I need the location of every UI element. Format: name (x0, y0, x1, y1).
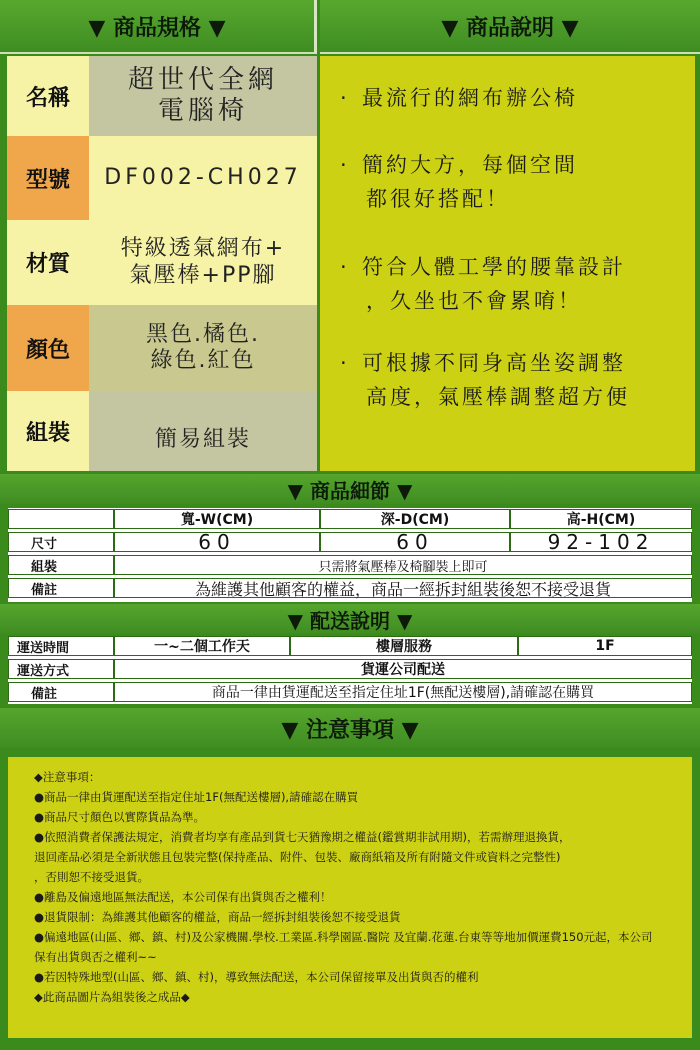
spec-row-name (7, 56, 317, 136)
spec-label: 型號 (7, 136, 89, 220)
spec-value: 黑色.橘色. 綠色.紅色 (89, 305, 317, 391)
desc-item: · 簡約大方，每個空間 都很好搭配！ (340, 153, 578, 211)
notice-line: ●若因特殊地型(山區、鄉、鎮、村)，導致無法配送，本公司保留接單及出貨與否的權利 (34, 970, 479, 984)
note-value: 為維護其他顧客的權益，商品一經拆封組裝後恕不接受退貨 (114, 578, 692, 598)
notice-line: ●離島及偏遠地區無法配送，本公司保有出貨與否之權利！ (34, 890, 332, 904)
spec-row-model (7, 136, 317, 220)
notice-line: ，否則恕不接受退貨。 (34, 870, 149, 884)
spec-header: ▼ 商品規格 ▼ (0, 0, 317, 54)
notice-line: ●商品尺寸顏色以實際貨品為準。 (34, 810, 206, 824)
desc-header: ▼ 商品說明 ▼ (320, 0, 700, 54)
detail-title: ▼ 商品細節 ▼ (0, 474, 700, 504)
size-w: 60 (114, 532, 320, 552)
col-depth: 深-D(CM) (320, 509, 510, 529)
notice-line: ●依照消費者保護法規定，消費者均享有產品到貨七天猶豫期之權益(鑑賞期非試用期)，若需辦理退換貨， (34, 830, 571, 844)
desc-item: · 最流行的網布辦公椅 (340, 86, 578, 110)
notice-line: ◆此商品圖片為組裝後之成品◆ (34, 990, 190, 1004)
table-row (8, 555, 692, 575)
notice-line: 保有出貨與否之權利~~ (34, 950, 157, 964)
description-panel (320, 56, 695, 471)
notice-line: ●退貨限制：為維護其他顧客的權益，商品一經拆封組裝後恕不接受退貨 (34, 910, 401, 924)
detail-table (8, 508, 692, 602)
assembly-value: 只需將氣壓棒及椅腳裝上即可 (114, 555, 692, 575)
delivery-note-label: 備註 (8, 682, 114, 702)
notice-panel (8, 757, 692, 1038)
delivery-note-value: 商品一律由貨運配送至指定住址1F(無配送樓層),請確認在購買 (114, 682, 692, 702)
floor-value: 1F (518, 636, 692, 656)
size-label: 尺寸 (8, 532, 114, 552)
desc-item: · 可根據不同身高坐姿調整 高度，氣壓棒調整超方便 (340, 351, 630, 409)
table-row (8, 636, 692, 656)
size-h: 92-102 (510, 532, 692, 552)
spec-value: 超世代全網 電腦椅 (89, 56, 317, 136)
notice-line: ●商品一律由貨運配送至指定住址1F(無配送樓層),請確認在購買 (34, 790, 359, 804)
time-value: 一~二個工作天 (114, 636, 290, 656)
delivery-title: ▼ 配送說明 ▼ (0, 604, 700, 634)
col-width: 寬-W(CM) (114, 509, 320, 529)
table-row (8, 509, 692, 529)
spec-table (7, 56, 317, 471)
floor-label: 樓層服務 (290, 636, 518, 656)
spec-value: 特級透氣網布+ 氣壓棒+PP腳 (89, 220, 317, 305)
spec-label: 名稱 (7, 56, 89, 136)
delivery-table (8, 636, 692, 704)
spec-row-material (7, 220, 317, 305)
notice-line: ●偏遠地區(山區、鄉、鎮、村)及公家機關.學校.工業區.科學園區.醫院 及宜蘭.花蓮.台東等等地加價運費150元起，本公司 (34, 930, 653, 944)
spec-label: 組裝 (7, 391, 89, 471)
table-row (8, 578, 692, 598)
spec-value: 簡易組裝 (89, 391, 317, 471)
method-value: 貨運公司配送 (114, 659, 692, 679)
assembly-label: 組裝 (8, 555, 114, 575)
table-row (8, 682, 692, 702)
table-row (8, 532, 692, 552)
table-row (8, 659, 692, 679)
desc-item: · 符合人體工學的腰靠設計 ，久坐也不會累唷！ (340, 255, 626, 313)
size-d: 60 (320, 532, 510, 552)
note-label: 備註 (8, 578, 114, 598)
spec-label: 材質 (7, 220, 89, 305)
col-height: 高-H(CM) (510, 509, 692, 529)
spec-value: DF002-CH027 (89, 136, 317, 220)
notice-title: ▼ 注意事項 ▼ (0, 708, 700, 748)
spec-row-color (7, 305, 317, 391)
time-label: 運送時間 (8, 636, 114, 656)
notice-line: ◆注意事項： (34, 770, 101, 784)
notice-line: 退回產品必須是全新狀態且包裝完整(保持產品、附件、包裝、廠商紙箱及所有附隨文件或資料之完整性) (34, 850, 561, 864)
spec-row-assembly (7, 391, 317, 471)
method-label: 運送方式 (8, 659, 114, 679)
spec-label: 顏色 (7, 305, 89, 391)
